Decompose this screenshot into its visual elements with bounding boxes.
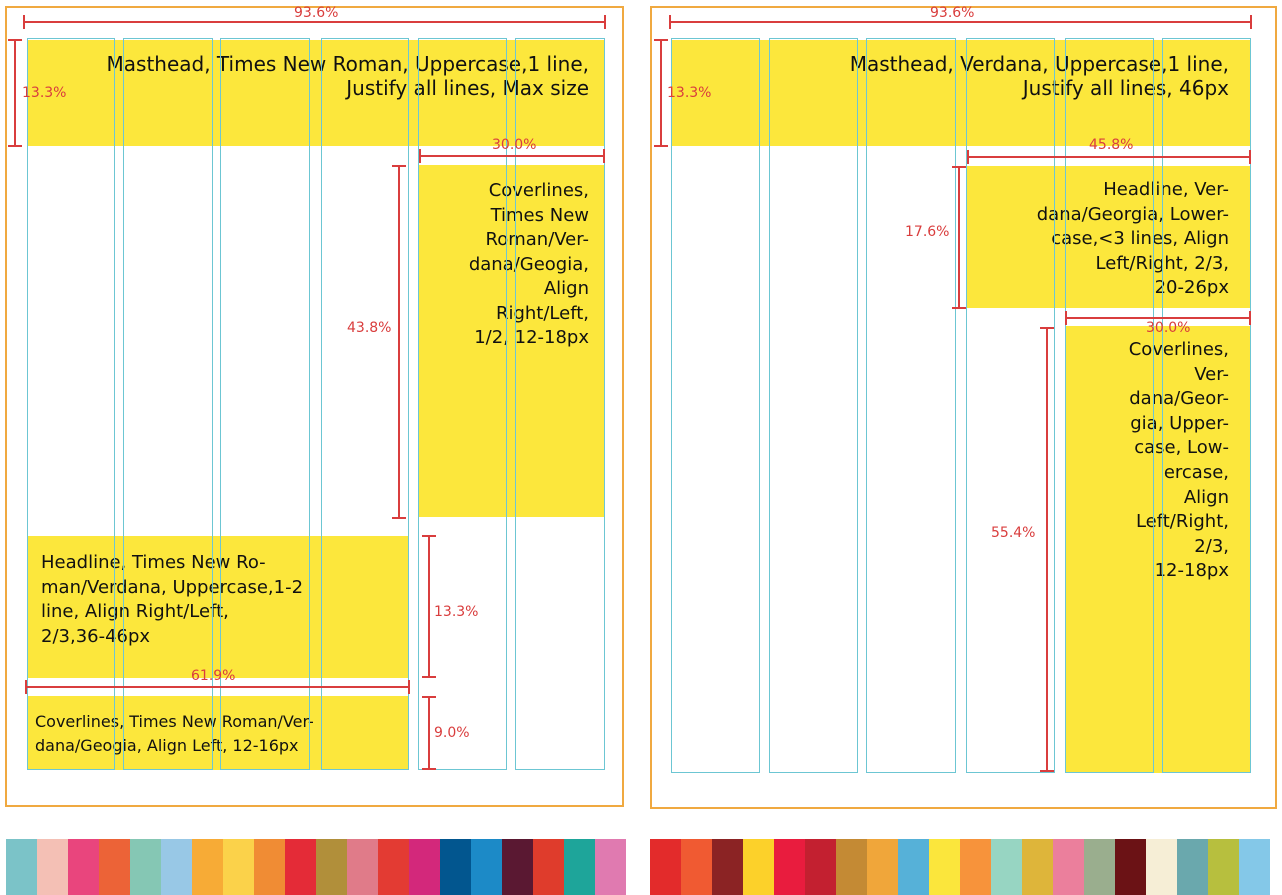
right-color-palette xyxy=(650,839,1270,895)
left-palette-swatch-18 xyxy=(533,839,564,895)
left-palette-swatch-5 xyxy=(130,839,161,895)
left-masthead-block xyxy=(27,40,605,146)
right-palette-swatch-18 xyxy=(1177,839,1208,895)
right-masthead-height-label: 13.3% xyxy=(667,85,712,101)
right-coverlines-height-label: 55.4% xyxy=(991,525,1036,541)
left-palette-swatch-17 xyxy=(502,839,533,895)
right-coverlines-block xyxy=(1065,326,1251,773)
right-palette-swatch-16 xyxy=(1115,839,1146,895)
left-palette-swatch-6 xyxy=(161,839,192,895)
right-palette-swatch-3 xyxy=(712,839,743,895)
right-palette-swatch-12 xyxy=(991,839,1022,895)
right-palette-swatch-10 xyxy=(929,839,960,895)
right-palette-swatch-19 xyxy=(1208,839,1239,895)
left-palette-swatch-4 xyxy=(99,839,130,895)
left-palette-swatch-3 xyxy=(68,839,99,895)
left-masthead-height-label: 13.3% xyxy=(22,85,67,101)
right-coverlines-text: Coverlines, Ver- dana/Geor- gia, Upper- case, Low- ercase, Align Left/Right, 2/3, 12-18px xyxy=(1128,339,1229,582)
right-headline-width-label: 45.8% xyxy=(1089,137,1134,153)
left-palette-swatch-10 xyxy=(285,839,316,895)
right-palette-swatch-8 xyxy=(867,839,898,895)
left-bottom-width-label: 61.9% xyxy=(191,668,236,684)
right-headline-block xyxy=(967,166,1251,308)
right-palette-swatch-4 xyxy=(743,839,774,895)
left-palette-swatch-14 xyxy=(409,839,440,895)
left-palette-swatch-11 xyxy=(316,839,347,895)
left-coverlines-bottom-text: Coverlines, Times New Roman/Ver- dana/Geogia, Align Left, 12-16px xyxy=(35,712,314,755)
right-palette-swatch-5 xyxy=(774,839,805,895)
left-palette-swatch-13 xyxy=(378,839,409,895)
left-palette-swatch-7 xyxy=(192,839,223,895)
right-palette-swatch-15 xyxy=(1084,839,1115,895)
right-headline-text: Headline, Ver- dana/Georgia, Lower- case,<3 lines, Align Left/Right, 2/3, 20-26px xyxy=(1036,179,1229,299)
left-palette-swatch-1 xyxy=(6,839,37,895)
left-coverlines-right-height-label: 43.8% xyxy=(347,320,392,336)
right-palette-swatch-7 xyxy=(836,839,867,895)
left-palette-swatch-2 xyxy=(37,839,68,895)
left-coverlines-right-text: Coverlines, Times New Roman/Ver- dana/Geogia, Align Right/Left, 1/2, 12-18px xyxy=(468,180,589,348)
right-palette-swatch-20 xyxy=(1239,839,1270,895)
right-headline-height-label: 17.6% xyxy=(905,224,950,240)
right-palette-swatch-9 xyxy=(898,839,929,895)
right-coverlines-width-label: 30.0% xyxy=(1146,320,1191,336)
right-top-width-label: 93.6% xyxy=(930,5,975,21)
left-palette-swatch-8 xyxy=(223,839,254,895)
left-masthead-text: Masthead, Times New Roman, Uppercase,1 line, Justify all lines, Max size xyxy=(106,52,589,100)
left-palette-swatch-20 xyxy=(595,839,626,895)
left-color-palette xyxy=(6,839,626,895)
left-headline-height-label: 13.3% xyxy=(434,604,479,620)
right-palette-swatch-11 xyxy=(960,839,991,895)
left-palette-swatch-15 xyxy=(440,839,471,895)
left-palette-swatch-9 xyxy=(254,839,285,895)
left-top-width-label: 93.6% xyxy=(294,5,339,21)
left-coverlines-right-width-label: 30.0% xyxy=(492,137,537,153)
left-headline-text: Headline, Times New Ro- man/Verdana, Uppercase,1-2 line, Align Right/Left, 2/3,36-46px xyxy=(41,552,304,647)
right-palette-swatch-13 xyxy=(1022,839,1053,895)
left-coverlines-bottom-height-label: 9.0% xyxy=(434,725,470,741)
right-masthead-block xyxy=(671,40,1251,146)
right-palette-swatch-14 xyxy=(1053,839,1084,895)
left-coverlines-bottom-block xyxy=(27,696,409,770)
right-masthead-text: Masthead, Verdana, Uppercase,1 line, Justify all lines, 46px xyxy=(849,52,1229,100)
left-palette-swatch-19 xyxy=(564,839,595,895)
right-palette-swatch-2 xyxy=(681,839,712,895)
right-palette-swatch-17 xyxy=(1146,839,1177,895)
right-palette-swatch-6 xyxy=(805,839,836,895)
left-palette-swatch-16 xyxy=(471,839,502,895)
left-headline-block xyxy=(27,536,409,678)
right-palette-swatch-1 xyxy=(650,839,681,895)
left-palette-swatch-12 xyxy=(347,839,378,895)
left-coverlines-right-block xyxy=(419,165,605,517)
